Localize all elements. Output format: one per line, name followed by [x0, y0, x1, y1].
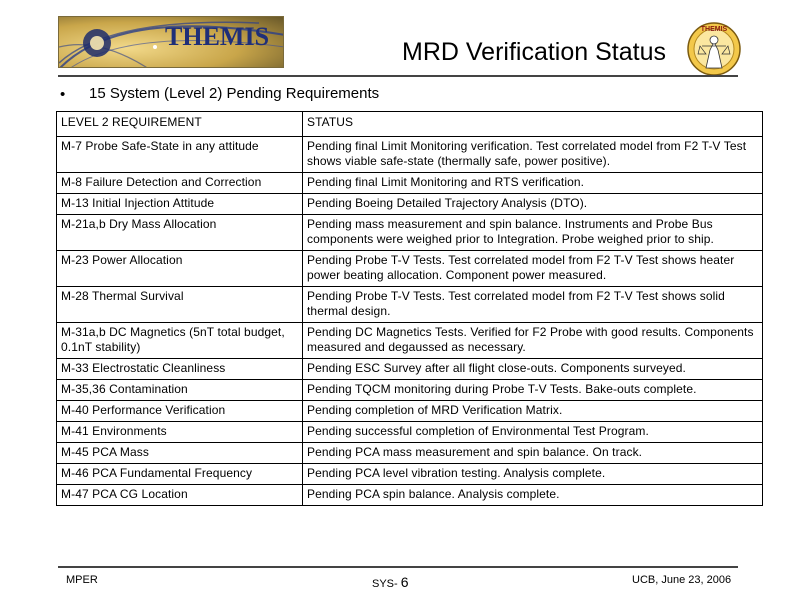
table-row — [57, 251, 763, 287]
status-cell: Pending PCA spin balance. Analysis complete. — [303, 485, 763, 506]
requirement-cell: M-41 Environments — [57, 422, 303, 443]
status-cell: Pending PCA mass measurement and spin balance. On track. — [303, 443, 763, 464]
status-cell: Pending PCA level vibration testing. Analysis complete. — [303, 464, 763, 485]
requirement-cell: M-28 Thermal Survival — [57, 287, 303, 323]
requirement-cell: M-7 Probe Safe-State in any attitude — [57, 137, 303, 173]
requirement-cell: M-8 Failure Detection and Correction — [57, 173, 303, 194]
table-row — [57, 215, 763, 251]
footer-left: MPER — [66, 574, 98, 586]
requirement-cell: M-46 PCA Fundamental Frequency — [57, 464, 303, 485]
table-row — [57, 194, 763, 215]
column-header-requirement: LEVEL 2 REQUIREMENT — [57, 112, 303, 137]
requirement-cell: M-47 PCA CG Location — [57, 485, 303, 506]
table-row — [57, 173, 763, 194]
footer-page-prefix: SYS- — [372, 578, 398, 590]
header-divider — [58, 75, 738, 77]
table-row — [57, 485, 763, 506]
requirement-cell: M-21a,b Dry Mass Allocation — [57, 215, 303, 251]
status-cell: Pending Probe T-V Tests. Test correlated model from F2 T-V Test shows solid thermal design. — [303, 287, 763, 323]
status-cell: Pending mass measurement and spin balance. Instruments and Probe Bus components were weighed prior to Integration. Probe weighed prior to ship. — [303, 215, 763, 251]
status-cell: Pending final Limit Monitoring verification. Test correlated model from F2 T-V Test shows viable safe-state (thermally safe, power positive). — [303, 137, 763, 173]
page-number: 6 — [400, 574, 409, 590]
requirements-table — [56, 111, 763, 506]
themis-seal-graphic — [684, 20, 744, 78]
column-header-status: STATUS — [303, 112, 763, 137]
table-row — [57, 323, 763, 359]
status-cell: Pending DC Magnetics Tests. Verified for F2 Probe with good results. Components measured and degaussed as necessary. — [303, 323, 763, 359]
requirement-cell: M-33 Electrostatic Cleanliness — [57, 359, 303, 380]
footer-divider — [58, 566, 738, 568]
table-row — [57, 422, 763, 443]
status-cell: Pending TQCM monitoring during Probe T-V Tests. Bake-outs complete. — [303, 380, 763, 401]
table-row — [57, 464, 763, 485]
subtitle: 15 System (Level 2) Pending Requirements — [89, 85, 380, 102]
status-cell: Pending successful completion of Environmental Test Program. — [303, 422, 763, 443]
status-cell: Pending ESC Survey after all flight close-outs. Components surveyed. — [303, 359, 763, 380]
table-row — [57, 359, 763, 380]
status-cell: Pending Boeing Detailed Trajectory Analysis (DTO). — [303, 194, 763, 215]
themis-logo — [58, 16, 284, 68]
bullet-marker: • — [60, 86, 66, 103]
themis-seal — [684, 20, 744, 78]
seal-text: THEMIS — [700, 26, 728, 33]
status-cell: Pending Probe T-V Tests. Test correlated model from F2 T-V Test shows heater power beating allocation. Component power measured. — [303, 251, 763, 287]
table-row — [57, 443, 763, 464]
table-row — [57, 137, 763, 173]
themis-logo-graphic — [59, 17, 284, 68]
logo-text: THEMIS — [165, 22, 270, 51]
table-row — [57, 287, 763, 323]
requirement-cell: M-45 PCA Mass — [57, 443, 303, 464]
status-cell: Pending final Limit Monitoring and RTS verification. — [303, 173, 763, 194]
requirement-cell: M-31a,b DC Magnetics (5nT total budget, 0.1nT stability) — [57, 323, 303, 359]
requirement-cell: M-23 Power Allocation — [57, 251, 303, 287]
table-header-row — [57, 112, 763, 137]
status-cell: Pending completion of MRD Verification Matrix. — [303, 401, 763, 422]
requirement-cell: M-35,36 Contamination — [57, 380, 303, 401]
slide-title: MRD Verification Status — [402, 38, 666, 66]
requirement-cell: M-13 Initial Injection Attitude — [57, 194, 303, 215]
table-row — [57, 380, 763, 401]
footer-page — [372, 574, 409, 590]
footer-right: UCB, June 23, 2006 — [632, 574, 732, 586]
requirement-cell: M-40 Performance Verification — [57, 401, 303, 422]
table-row — [57, 401, 763, 422]
